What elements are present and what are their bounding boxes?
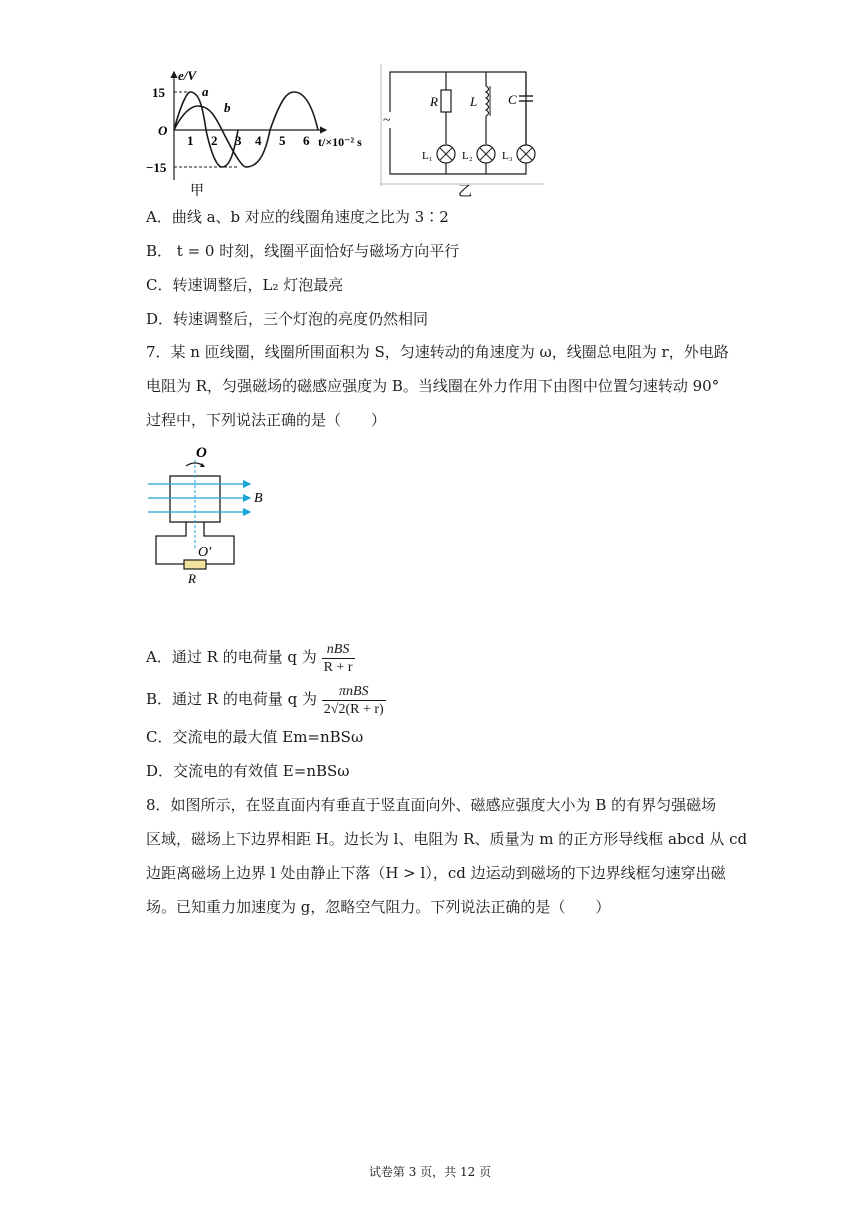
q6-option-b: B． t = 0 时刻，线圈平面恰好与磁场方向平行 <box>146 242 460 260</box>
y-axis-label: e/V <box>178 68 197 83</box>
q6-option-c: C．转速调整后，L₂ 灯泡最亮 <box>146 276 344 294</box>
q8-stem-line-3: 边距离磁场上边界 l 处由静止下落（H > l），cd 边运动到磁场的下边界线框匀速穿出磁 <box>146 864 726 882</box>
lamp-2-label: L₂ <box>462 150 473 162</box>
ac-source-symbol: ~ <box>383 113 391 128</box>
q7-coil-figure <box>146 444 276 588</box>
q7-option-d: D．交流电的有效值 E=nBSω <box>146 762 350 780</box>
q7-stem-line-1: 7．某 n 匝线圈，线圈所围面积为 S，匀速转动的角速度为 ω，线圈总电阻为 r，外电路 <box>146 343 729 361</box>
resistor <box>441 90 451 112</box>
page-footer: 试卷第 3 页，共 12 页 <box>368 1165 492 1179</box>
inductor-label: L <box>470 94 478 109</box>
x-tick-2: 2 <box>211 133 218 148</box>
q6-option-d: D．转速调整后，三个灯泡的亮度仍然相同 <box>146 310 429 328</box>
lamp-1-label: L₁ <box>422 150 433 162</box>
x-tick-3: 3 <box>235 133 242 148</box>
lamp-3-label: L₃ <box>502 150 513 162</box>
inductor <box>486 86 489 116</box>
q7-resistor <box>184 560 206 569</box>
origin-label: O <box>158 123 168 138</box>
q8-stem-line-1: 8．如图所示，在竖直面内有垂直于竖直面向外、磁感应强度大小为 B 的有界匀强磁场 <box>146 796 717 814</box>
q7-resistor-label: R <box>188 571 196 586</box>
q7-option-a: A．通过 R 的电荷量 q 为 $\frac{\text{nBS}}{R + r}$ <box>146 641 353 675</box>
resistor-label: R <box>430 94 438 109</box>
q7-stem-line-3: 过程中，下列说法正确的是（ ） <box>146 411 387 429</box>
curve-a-label: a <box>202 84 209 99</box>
x-tick-4: 4 <box>255 133 262 148</box>
capacitor-label: C <box>508 92 517 107</box>
q6-option-a: A．曲线 a、b 对应的线圈角速度之比为 3∶2 <box>146 208 449 226</box>
q8-stem-line-4: 场。已知重力加速度为 g，忽略空气阻力。下列说法正确的是（ ） <box>146 898 611 916</box>
field-label: B <box>254 491 263 506</box>
axis-top-label: O <box>196 445 207 461</box>
q7-option-c: C．交流电的最大值 Em=nBSω <box>146 728 364 746</box>
y-tick-15: 15 <box>152 85 165 100</box>
axis-bottom-label: O′ <box>198 545 212 560</box>
x-tick-5: 5 <box>279 133 286 148</box>
caption-jia: 甲 <box>190 184 204 199</box>
q7-stem-line-2: 电阻为 R，匀强磁场的磁感应强度为 B。当线圈在外力作用下由图中位置匀速转动 90° <box>146 377 720 395</box>
curve-b-label: b <box>224 100 231 115</box>
q8-stem-line-2: 区域，磁场上下边界相距 H。边长为 l、电阻为 R、质量为 m 的正方形导线框 abcd 从 cd <box>146 830 748 848</box>
x-tick-1: 1 <box>187 133 194 148</box>
q7-option-b-fraction: $\frac{\text{πnBS}}{2√2(R + r)}$ <box>323 683 384 717</box>
figure-jia-graph <box>146 62 382 200</box>
figure-yi-circuit <box>376 62 544 200</box>
caption-yi: 乙 <box>458 185 472 200</box>
x-tick-6: 6 <box>303 133 310 148</box>
y-tick-neg15: −15 <box>146 160 167 175</box>
x-axis-label: t/×10⁻² s <box>318 135 362 149</box>
q7-option-b: B．通过 R 的电荷量 q 为 $\frac{\text{πnBS}}{2√2(R + r)}$ <box>146 683 384 717</box>
q7-option-a-fraction: $\frac{\text{nBS}}{R + r}$ <box>323 641 353 675</box>
